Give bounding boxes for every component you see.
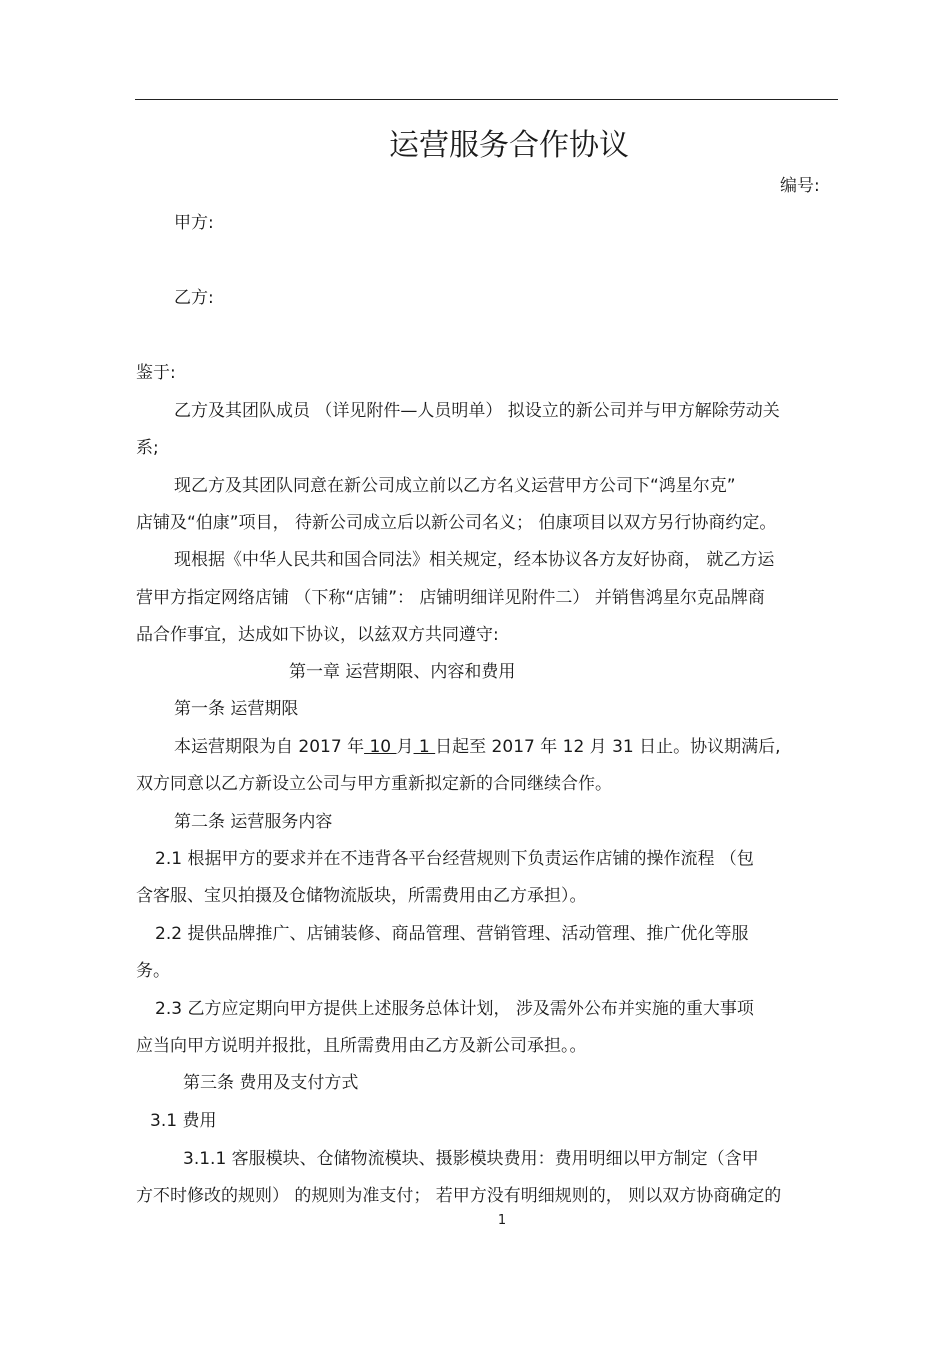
- clause-line: 3.1 费用: [150, 1111, 217, 1131]
- page-number: 1: [497, 1213, 507, 1228]
- whereas-label: 鉴于:: [136, 363, 176, 383]
- clause-line: 3.1.1 客服模块、仓储物流模块、摄影模块费用：费用明细以甲方制定（含甲: [183, 1149, 759, 1169]
- start-month-field: 10: [364, 737, 397, 757]
- paragraph-line: 乙方及其团队成员 （详见附件—人员明单） 拟设立的新公司并与甲方解除劳动关: [174, 401, 780, 421]
- start-day-field: 1: [413, 737, 436, 757]
- article-heading: 第三条 费用及支付方式: [183, 1073, 359, 1093]
- article-heading: 第一条 运营期限: [174, 699, 299, 719]
- chapter-heading: 第一章 运营期限、内容和费用: [289, 662, 516, 682]
- paragraph-line: 系;: [136, 438, 159, 458]
- paragraph-line: 营甲方指定网络店铺 （下称“店铺”： 店铺明细详见附件二） 并销售鸿星尔克品牌商: [136, 588, 765, 608]
- party-b-label: 乙方:: [174, 288, 214, 308]
- contract-number-label: 编号:: [780, 176, 820, 196]
- month-label: 月: [396, 737, 414, 757]
- clause-line: 务。: [136, 961, 170, 981]
- party-a-label: 甲方:: [174, 213, 214, 233]
- article-heading: 第二条 运营服务内容: [174, 812, 333, 832]
- term-clause-line: [174, 736, 781, 758]
- header-rule: [135, 99, 838, 100]
- clause-line: 2.3 乙方应定期向甲方提供上述服务总体计划， 涉及需外公布并实施的重大事项: [155, 999, 754, 1019]
- paragraph-line: 店铺及“伯康”项目， 待新公司成立后以新公司名义； 伯康项目以双方另行协商约定。: [136, 513, 777, 533]
- term-text-end: 日起至 2017 年 12 月 31 日止。协议期满后,: [435, 737, 781, 757]
- paragraph-line: 现乙方及其团队同意在新公司成立前以乙方名义运营甲方公司下“鸿星尔克”: [174, 476, 736, 496]
- paragraph-line: 双方同意以乙方新设立公司与甲方重新拟定新的合同继续合作。: [136, 774, 612, 794]
- paragraph-line: 现根据《中华人民共和国合同法》相关规定，经本协议各方友好协商， 就乙方运: [174, 550, 775, 570]
- clause-line: 含客服、宝贝拍摄及仓储物流版块，所需费用由乙方承担）。: [136, 886, 587, 906]
- paragraph-line: 品合作事宜，达成如下协议，以兹双方共同遵守:: [136, 625, 499, 645]
- clause-line: 方不时修改的规则） 的规则为准支付； 若甲方没有明细规则的， 则以双方协商确定的: [136, 1186, 782, 1206]
- term-text-start: 本运营期限为自 2017 年: [174, 737, 365, 757]
- document-title: 运营服务合作协议: [389, 128, 629, 163]
- clause-line: 2.2 提供品牌推广、店铺装修、商品管理、营销管理、活动管理、推广优化等服: [155, 924, 749, 944]
- clause-line: 应当向甲方说明并报批，且所需费用由乙方及新公司承担。。: [136, 1036, 587, 1056]
- clause-line: 2.1 根据甲方的要求并在不违背各平台经营规则下负责运作店铺的操作流程 （包: [155, 849, 754, 869]
